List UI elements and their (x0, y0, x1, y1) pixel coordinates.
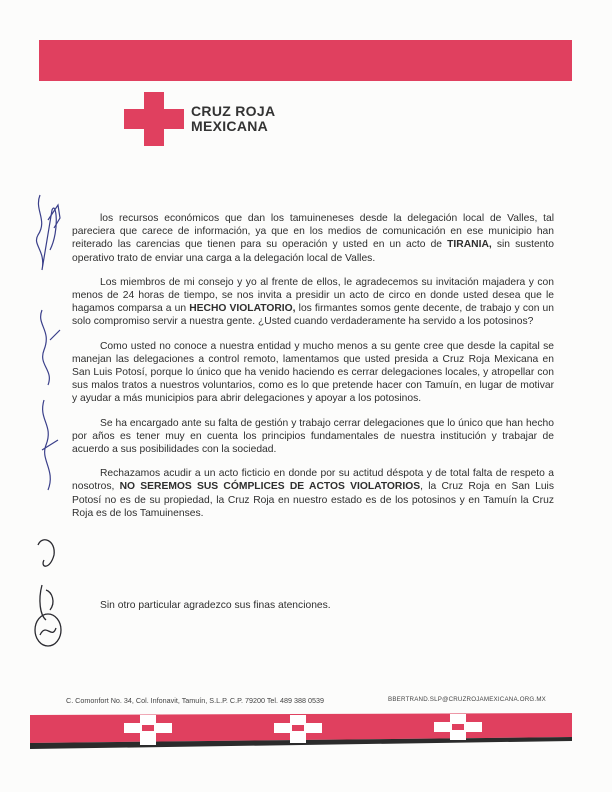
p1-text-c: sin sustento operativo trato de enviar una carga a la delegación local de Valles. (72, 239, 555, 264)
paragraph-3: Como usted no conoce a nuestra entidad y mucho menos a su gente cree que desde la capital se manejan las delegaciones a control remoto, lamentamos que usted presida a Cruz Roja Mexicana en San Luis Potosí, porque lo único que ha venido haciendo es cerrar delegaciones locales, y atropellar con sus malos tratos a nuestros voluntarios, como es lo que pretende hacer con Tamuín, en lugar de motivar y ayudar a más municipios para abrir delegaciones y apoyar a los potosinos. (72, 340, 554, 405)
footer-contact (66, 696, 546, 705)
paragraph-2 (72, 276, 554, 329)
letter-body (72, 212, 554, 531)
header-color-band (39, 40, 572, 81)
logo-wordmark (191, 104, 311, 134)
p2-text-a: Los miembros de mi consejo y yo al frente de ellos, le agradecemos su invitación majadera y con menos de 24 horas de tiempo, se nos invita a presidir un acto de circo en donde usted desea que le hagamos comparsa a un (72, 276, 554, 315)
p1-bold-tirania: TIRANIA, (447, 239, 492, 251)
p5-text-a: Rechazamos acudir a un acto ficticio en donde por su actitud déspota y de total falta de respeto a nosotros, (72, 468, 554, 493)
paragraph-4: Se ha encargado ante su falta de gestión y trabajo cerrar delegaciones que lo único que han hecho por años es tener muy en cuenta los principios fundamentales de nuestra institución y trabajar de acuerdo a sus posibilidades con la sociedad. (72, 417, 554, 456)
p1-text-a: los recursos económicos que dan los tamuineneses desde la delegación local de Valles, tal pareciera que carece de información, ya que en los medios de comunicación en ese municipio han reiterado las carencias que tienen para su operación y usted en un acto de (72, 213, 554, 251)
closing-line: Sin otro particular agradezco sus finas atenciones. (100, 600, 331, 611)
logo-line-2: MEXICANA (191, 118, 269, 134)
margin-signatures (30, 190, 70, 660)
p2-text-c: los firmantes somos gente decente, de trabajo y con un solo compromiso servir a nuestra gente. ¿Usted cuando verdaderamente ha servido a los potosinos? (72, 303, 554, 328)
p5-text-c: , la Cruz Roja en San Luis Potosí no es de su propiedad, la Cruz Roja en nuestro estado es de los potosinos y en Tamuín la Cruz Roja es de los Tamuinenses. (72, 481, 554, 519)
paragraph-1 (72, 212, 554, 265)
p2-bold-hecho: HECHO VIOLATORIO, (189, 303, 296, 315)
footer-address: C. Comonfort No. 34, Col. Infonavit, Tamuín, S.L.P. C.P. 79200 Tel. 489 388 0539 (66, 696, 324, 705)
p5-bold-complices: NO SEREMOS SUS CÓMPLICES DE ACTOS VIOLATORIOS (119, 481, 421, 493)
red-cross-icon (124, 92, 184, 146)
footer-cross-band (30, 707, 572, 751)
footer-email: BBERTRAND.SLP@CRUZROJAMEXICANA.ORG.MX (388, 696, 546, 703)
paragraph-5 (72, 467, 554, 520)
logo-line-1: CRUZ ROJA (191, 103, 276, 119)
